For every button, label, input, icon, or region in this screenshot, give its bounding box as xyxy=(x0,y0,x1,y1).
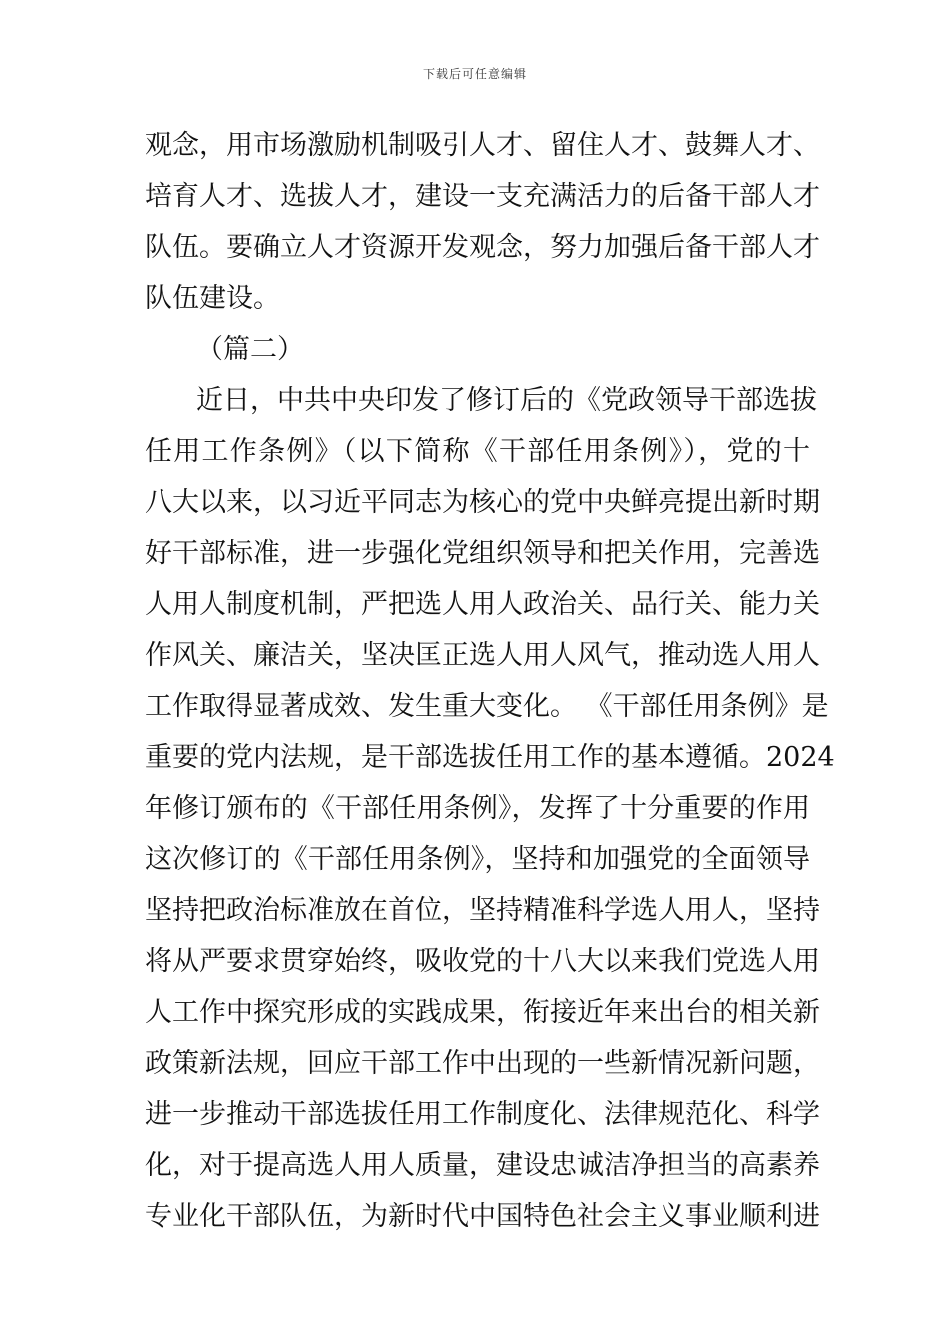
text-line: 工作取得显著成效、发生重大变化。 《干部任用条例》是 xyxy=(145,691,829,722)
text-line: 作风关、廉洁关，坚决匡正选人用人风气，推动选人用人 xyxy=(145,640,820,671)
text-line: 进一步推动干部选拔任用工作制度化、法律规范化、科学 xyxy=(145,1099,820,1130)
text-line: 专业化干部队伍，为新时代中国特色社会主义事业顺利进 xyxy=(145,1201,820,1232)
text-line: 培育人才、选拔人才，建设一支充满活力的后备干部人才 xyxy=(145,181,820,212)
text-line: 这次修订的《干部任用条例》，坚持和加强党的全面领导 xyxy=(145,844,810,875)
text-line: 将从严要求贯穿始终，吸收党的十八大以来我们党选人用 xyxy=(145,946,820,977)
page-header: 下载后可任意编辑 xyxy=(422,67,527,81)
text-line: 任用工作条例》（以下简称《干部任用条例》），党的十 xyxy=(145,436,810,467)
text-line: 八大以来，以习近平同志为核心的党中央鲜亮提出新时期 xyxy=(145,487,820,518)
text-line: 年修订颁布的《干部任用条例》，发挥了十分重要的作用 xyxy=(145,793,810,824)
text-line: 观念，用市场激励机制吸引人才、留住人才、鼓舞人才、 xyxy=(145,130,820,161)
text-line: 坚持把政治标准放在首位，坚持精准科学选人用人，坚持 xyxy=(145,895,820,926)
text-line: 化，对于提高选人用人质量，建设忠诚洁净担当的高素养 xyxy=(145,1150,820,1181)
text-line: 政策新法规，回应干部工作中出现的一些新情况新问题， xyxy=(145,1048,820,1079)
text-line: 人用人制度机制，严把选人用人政治关、品行关、能力关 xyxy=(145,589,820,620)
text-line: 近日，中共中央印发了修订后的《党政领导干部选拔 xyxy=(196,385,817,416)
text-line: 好干部标准，进一步强化党组织领导和把关作用，完善选 xyxy=(145,538,820,569)
section-heading: （篇二） xyxy=(196,334,304,365)
text-line: 人工作中探究形成的实践成果，衔接近年来出台的相关新 xyxy=(145,997,820,1028)
text-line: 重要的党内法规，是干部选拔任用工作的基本遵循。2024 xyxy=(145,742,835,773)
text-line: 队伍。要确立人才资源开发观念，努力加强后备干部人才 xyxy=(145,232,820,263)
text-line: 队伍建设。 xyxy=(145,283,280,314)
